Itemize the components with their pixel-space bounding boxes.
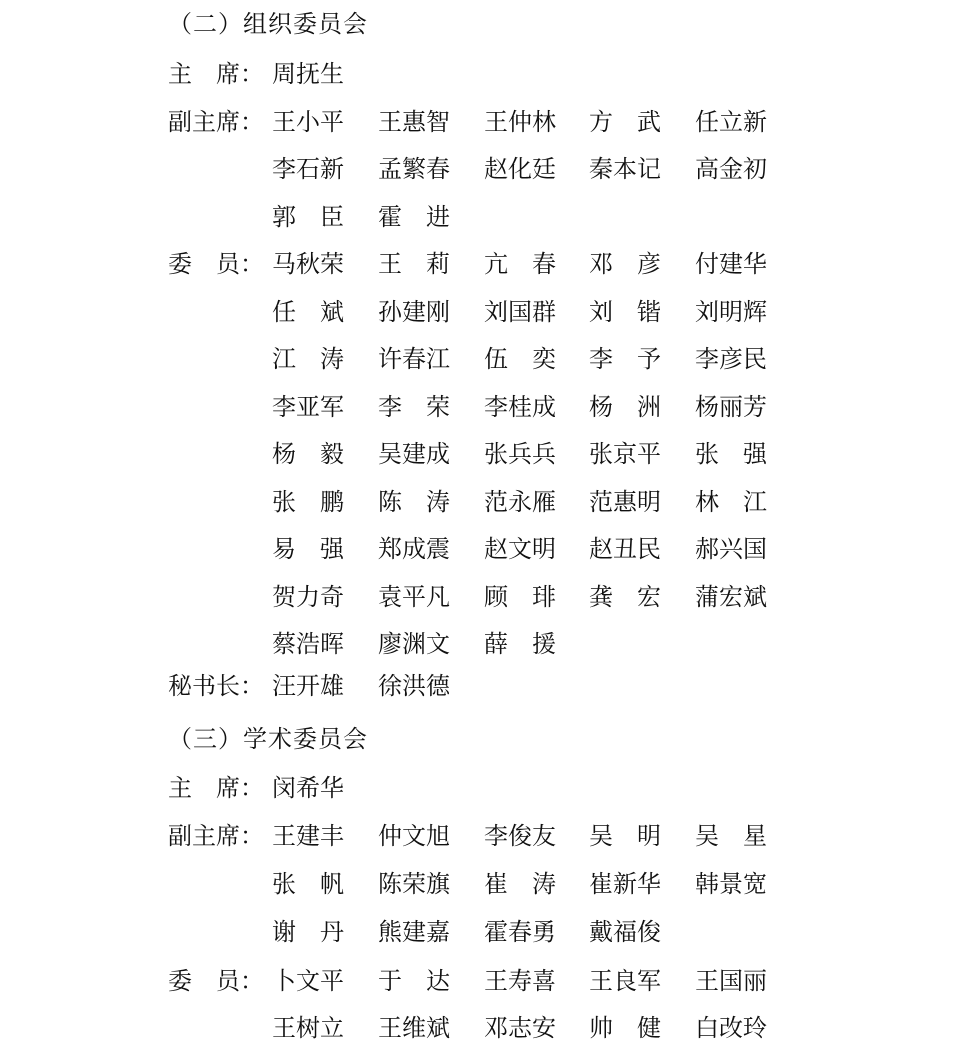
member-name: 徐洪德	[378, 672, 450, 700]
member-name: 汪开雄	[272, 672, 344, 700]
section-heading-academic: （三）学术委员会	[168, 725, 368, 753]
member-name: 张 鹏	[272, 488, 344, 516]
member-name: 任 斌	[272, 298, 344, 326]
member-name: 郑成震	[378, 535, 450, 563]
member-name: 付建华	[695, 250, 767, 278]
member-name: 白改玲	[695, 1014, 767, 1042]
member-name: 崔新华	[589, 870, 661, 898]
member-name: 张兵兵	[484, 440, 556, 468]
member-name: 戴福俊	[589, 918, 661, 946]
member-name: 蔡浩晖	[272, 630, 344, 658]
member-name: 陈 涛	[378, 488, 450, 516]
member-name: 霍春勇	[484, 918, 556, 946]
member-name: 许春江	[378, 345, 450, 373]
member-name: 邓 彦	[589, 250, 661, 278]
member-name: 林 江	[695, 488, 767, 516]
member-name: 薛 援	[484, 630, 556, 658]
member-name: 李俊友	[484, 822, 556, 850]
member-name: 王仲林	[484, 108, 556, 136]
member-name: 霍 进	[378, 203, 450, 231]
member-name: 李桂成	[484, 393, 556, 421]
member-name: 伍 奕	[484, 345, 556, 373]
member-name: 亢 春	[484, 250, 556, 278]
member-name: 崔 涛	[484, 870, 556, 898]
member-name: 袁平凡	[378, 583, 450, 611]
member-name: 李 予	[589, 345, 661, 373]
member-name: 郭 臣	[272, 203, 344, 231]
member-name: 蒲宏斌	[695, 583, 767, 611]
member-name: 廖渊文	[378, 630, 450, 658]
group-label-chair: 主 席：	[168, 774, 264, 802]
member-name: 龚 宏	[589, 583, 661, 611]
member-name: 王小平	[272, 108, 344, 136]
member-name: 赵文明	[484, 535, 556, 563]
member-name: 李石新	[272, 155, 344, 183]
group-label-secretary-general: 秘书长：	[168, 672, 264, 700]
member-name: 韩景宽	[695, 870, 767, 898]
member-name: 王寿喜	[484, 967, 556, 995]
member-name: 方 武	[589, 108, 661, 136]
group-label-members: 委 员：	[168, 967, 264, 995]
member-name: 顾 琲	[484, 583, 556, 611]
member-name: 谢 丹	[272, 918, 344, 946]
member-name: 邓志安	[484, 1014, 556, 1042]
member-name: 赵化廷	[484, 155, 556, 183]
member-name: 王维斌	[378, 1014, 450, 1042]
member-name: 郝兴国	[695, 535, 767, 563]
member-name: 杨 毅	[272, 440, 344, 468]
member-name: 王国丽	[695, 967, 767, 995]
member-name: 赵丑民	[589, 535, 661, 563]
member-name: 卜文平	[272, 967, 344, 995]
member-name: 王树立	[272, 1014, 344, 1042]
member-name: 于 达	[378, 967, 450, 995]
section-heading-organizing: （二）组织委员会	[168, 10, 368, 38]
member-name: 范永雁	[484, 488, 556, 516]
member-name: 李亚军	[272, 393, 344, 421]
member-name: 帅 健	[589, 1014, 661, 1042]
member-name: 仲文旭	[378, 822, 450, 850]
member-name: 秦本记	[589, 155, 661, 183]
member-name: 周抚生	[272, 60, 344, 88]
member-name: 吴 星	[695, 822, 767, 850]
member-name: 任立新	[695, 108, 767, 136]
group-label-chair: 主 席：	[168, 60, 264, 88]
member-name: 吴 明	[589, 822, 661, 850]
group-label-vice-chair: 副主席：	[168, 822, 264, 850]
member-name: 马秋荣	[272, 250, 344, 278]
member-name: 刘明辉	[695, 298, 767, 326]
member-name: 孙建刚	[378, 298, 450, 326]
group-label-vice-chair: 副主席：	[168, 108, 264, 136]
member-name: 贺力奇	[272, 583, 344, 611]
member-name: 张 帆	[272, 870, 344, 898]
member-name: 闵希华	[272, 774, 344, 802]
member-name: 刘国群	[484, 298, 556, 326]
member-name: 王建丰	[272, 822, 344, 850]
member-name: 孟繁春	[378, 155, 450, 183]
member-name: 杨丽芳	[695, 393, 767, 421]
member-name: 陈荣旗	[378, 870, 450, 898]
member-name: 王惠智	[378, 108, 450, 136]
member-name: 杨 洲	[589, 393, 661, 421]
member-name: 张 强	[695, 440, 767, 468]
member-name: 范惠明	[589, 488, 661, 516]
member-name: 李彦民	[695, 345, 767, 373]
member-name: 刘 锴	[589, 298, 661, 326]
member-name: 张京平	[589, 440, 661, 468]
group-label-members: 委 员：	[168, 250, 264, 278]
member-name: 江 涛	[272, 345, 344, 373]
member-name: 李 荣	[378, 393, 450, 421]
member-name: 王 莉	[378, 250, 450, 278]
member-name: 易 强	[272, 535, 344, 563]
member-name: 吴建成	[378, 440, 450, 468]
member-name: 王良军	[589, 967, 661, 995]
member-name: 熊建嘉	[378, 918, 450, 946]
member-name: 高金初	[695, 155, 767, 183]
